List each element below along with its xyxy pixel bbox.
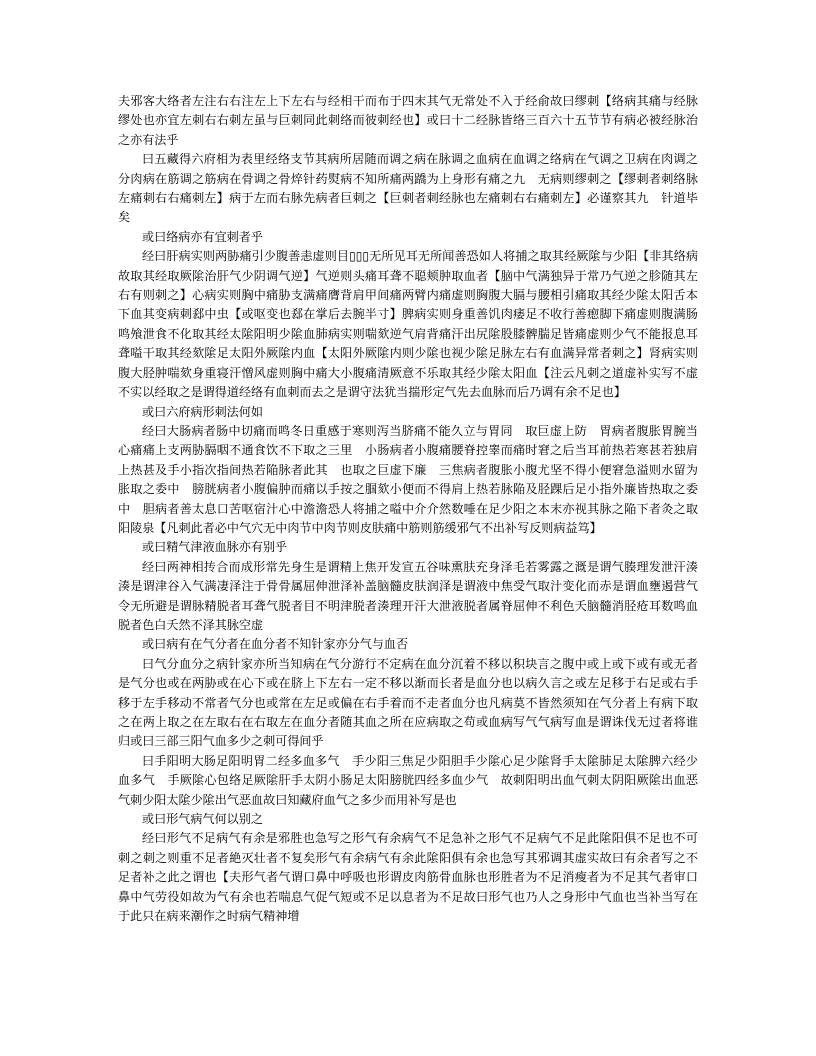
paragraph: 经曰两神相抟合而成形常先身生是谓精上焦开发宣五谷味熏肤充身泽毛若雾露之溉是谓气腠理发泄汗湊湊是谓津谷入气满凄泽注于骨骨属屈伸泄泽补盖脑髓皮肤润泽是谓液中焦受气取汁变化而赤是谓血壅遏营气令无所避是谓脉精脱者耳聋气脱者目不明津脱者湊理开汗大泄液脱者属脊屈伸不利色夭脑髓消胫疮耳数鸣血脱者色白夭然不泽其脉空虚 (118, 559, 698, 632)
paragraph: 或曰病有在气分者在血分者不知针家亦分气与血否 (142, 637, 409, 652)
paragraph: 经曰形气不足病气有余是邪胜也急写之形气有余病气不足急补之形气不足病气不足此隂阳俱不足也不可刺之刺之则重不足者絶灭壮者不复矣形气有余病气有余此隂阳俱有余也急写其邪调其虚实故曰有余者写之不足者补之此之谓也【夫形气者气谓口鼻中呼吸也形谓皮肉筋骨血脉也形胜者为不足消瘦者为不足其气者审口鼻中气劳役如故为气有余也若喘息气促气短或不足以息者为不足故曰形气也乃人之身形中气血也当补当写在于此只在病来潮作之时病气精神增 (118, 831, 698, 924)
document-body (118, 92, 698, 926)
paragraph: 或曰精气津液血脉亦有别乎 (142, 540, 288, 555)
paragraph: 经曰大肠病者肠中切痛而鸣冬日重感于寒则泻当脐痛不能久立与胃同 取巨虚上防 胃病者腹胀胃腕当心痛痛上支两胁膈咽不通食饮不下取之三里 小肠病者小腹痛腰脊控睾而痛时窘之后当耳前热若寒甚若独肩上热甚及手小指次指间热若陥脉者此其 也取之巨虚下廉 三焦病者腹胀小腹尤坚不得小便窘急溢则水留为胀取之委中 膀胱病者小腹偏肿而痛以手按之腘欬小便而不得肩上热若脉陥及胫踝后足小指外廉皆热取之委中 胆病者善太息口苦呕宿汁心中澹澹恐人将捕之嗌中介介然数唾在足少阳之本末亦视其脉之陥下者灸之取阳陵泉【凡刺此者必中气穴无中肉节中肉节则皮肤痛中筋则筋缓邪气不出补写反则病益笃】 (118, 423, 698, 535)
paragraph: 夫邪客大络者左注右右注左上下左右与经相干而布于四末其气无常处不入于经俞故曰缪刺【络病其痛与经脉缪处也亦宜左刺右右刺左虽与巨刺同此刺络而彼刺经也】或曰十二经脉皆络三百六十五节节有病必被经脉治之亦有法乎 (118, 94, 698, 147)
paragraph: 或曰络病亦有宜刺者乎 (142, 229, 263, 244)
paragraph: 曰手阳明大肠足阳明胃二经多血多气 手少阳三焦足少阳胆手少隂心足少隂肾手太隂肺足太隂脾六经少血多气 手厥隂心包络足厥隂肝手太阴小肠足太阳膀胱四经多血少气 故刺阳明出血气刺太阴阳厥隂出血恶气刺少阳太隂少隂出气恶血故曰知藏府血气之多少而用补写是也 (118, 753, 698, 807)
paragraph: 曰气分血分之病针家亦所当知病在气分游行不定病在血分沉着不移以积块言之腹中或上或下或有或无者是气分也或在两胁或在心下或在脐上下左右一定不移以渐而长者是血分也以病久言之或左足移于右足或右手移于左手移动不常者气分也或常在左足或偏在右手着而不走者血分也凡病莫不皆然须知在气分者上有病下取之在两上取之在左取右在右取左在血分者随其血之所在应病取之苟或血病写气气病写血是谓诛伐无过者将谁归或曰三部三阳气血多少之刺可得间乎 (118, 656, 698, 749)
paragraph: 经曰肝病实则两胁痛引少腹善恚虚则目▯▯▯无所见耳无所闻善恐如人将捕之取其经厥隂与少阳【非其络病故取其经取厥隂治肝气少阴调气逆】气逆则头痛耳聋不聪颊肿取血者【脑中气满独异于常乃气逆之胗随其左右有则刺之】心病实则胸中痛胁支满痛膺背肩甲间痛两臂内痛虚则胸腹大膈与腰相引痛取其经少隂太阳舌本下血其变病刺郄中虫【或呕变也郄在掌后去腕半寸】脾病实则身重善饥肉痿足不收行善瘛脚下痛虚则腹满肠鸣飧泄食不化取其经太隂阳明少隂血肺病实则喘欬逆气肩背痛汗出尻隂股膝髀腨足皆痛虚则少气不能报息耳聋嗌干取其经欬隂足太阳外厥隂内血【太阳外厥隂内则少隂也视少隂足脉左右有血满异常者刺之】肾病实则腹大胫肿喘欬身重寝汗憎风虚则胸中痛大小腹痛清厥意不乐取其经少隂太阳血【注云凡刺之道虚补实写不虚不实以经取之是谓得道经络有血刺而去之是谓守法犹当揣形定气先去血脉而后乃调有余不足也】 (118, 249, 698, 400)
paragraph: 曰五藏得六府相为表里经络支节其病所居随而调之病在脉调之血病在血调之络病在气调之卫病在肉调之分肉病在筋调之筋病在骨调之骨焠针药熨病不知所痛两蹻为上身形有痛之九 无病则缪刺之【缪刺者刺络脉左痛刺右右痛刺左】病于左而右脉先病者巨刺之【巨刺者刺经脉也左痛刺右右痛刺左】必谨察其九 针道毕矣 (118, 152, 698, 225)
paragraph: 或曰六府病形刺法何如 (142, 404, 263, 419)
paragraph: 或曰形气病气何以别之 (142, 812, 263, 827)
